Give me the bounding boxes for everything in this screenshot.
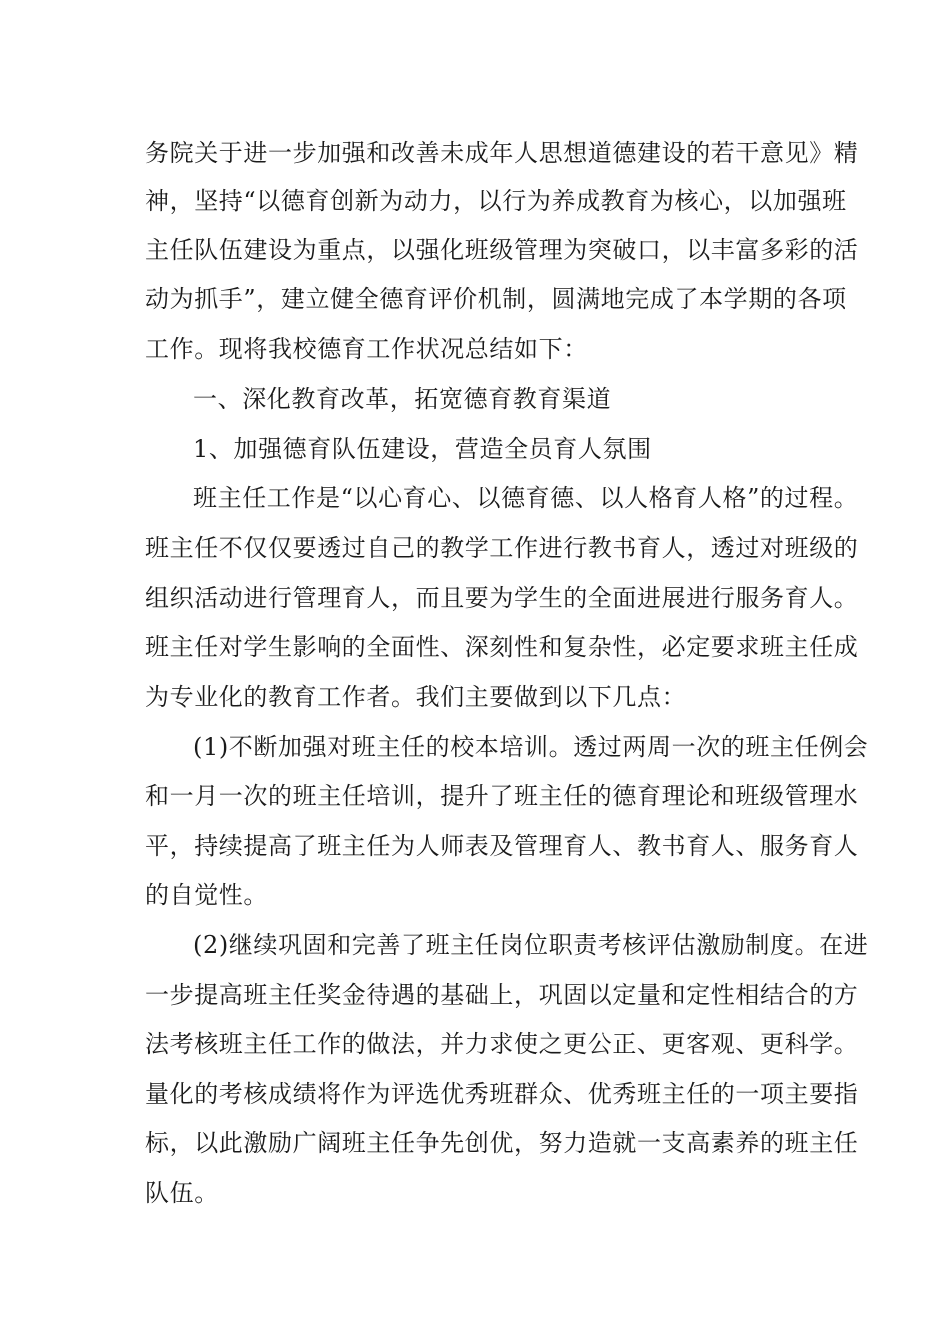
- body-text-line: 班主任对学生影响的全面性、深刻性和复杂性，必定要求班主任成: [145, 633, 859, 661]
- body-text-line: 班主任不仅仅要透过自己的教学工作进行教书育人，透过对班级的: [145, 534, 859, 562]
- body-text-line: 法考核班主任工作的做法，并力求使之更公正、更客观、更科学。: [145, 1030, 859, 1058]
- body-text-line: 神，坚持“以德育创新为动力，以行为养成教育为核心，以加强班: [145, 187, 847, 215]
- body-text-line: 标，以此激励广阔班主任争先创优，努力造就一支高素养的班主任: [145, 1129, 859, 1157]
- body-text-line: 务院关于进一步加强和改善未成年人思想道德建设的若干意见》精: [145, 139, 859, 167]
- body-text-line: 工作。现将我校德育工作状况总结如下：: [145, 335, 588, 363]
- body-text-line: 量化的考核成绩将作为评选优秀班群众、优秀班主任的一项主要指: [145, 1080, 859, 1108]
- body-text-line: 和一月一次的班主任培训，提升了班主任的德育理论和班级管理水: [145, 782, 859, 810]
- body-text-line: 为专业化的教育工作者。我们主要做到以下几点：: [145, 683, 687, 711]
- list-item-2: (2)继续巩固和完善了班主任岗位职责考核评估激励制度。在进: [193, 931, 869, 959]
- list-item-1: (1)不断加强对班主任的校本培训。透过两周一次的班主任例会: [193, 733, 869, 761]
- body-text-line: 主任队伍建设为重点，以强化班级管理为突破口，以丰富多彩的活: [145, 236, 859, 264]
- subsection-heading: 1、加强德育队伍建设，营造全员育人氛围: [193, 435, 652, 463]
- body-text-line: 平，持续提高了班主任为人师表及管理育人、教书育人、服务育人: [145, 832, 859, 860]
- section-heading: 一、深化教育改革，拓宽德育教育渠道: [193, 385, 612, 413]
- body-text-line: 动为抓手”，建立健全德育评价机制，圆满地完成了本学期的各项: [145, 285, 847, 313]
- body-text-line: 组织活动进行管理育人，而且要为学生的全面进展进行服务育人。: [145, 584, 859, 612]
- body-text-line: 一步提高班主任奖金待遇的基础上，巩固以定量和定性相结合的方: [145, 981, 859, 1009]
- body-text-line: 的自觉性。: [145, 881, 268, 909]
- body-text-line: 队伍。: [145, 1179, 219, 1207]
- body-text-line: 班主任工作是“以心育心、以德育德、以人格育人格”的过程。: [193, 484, 859, 512]
